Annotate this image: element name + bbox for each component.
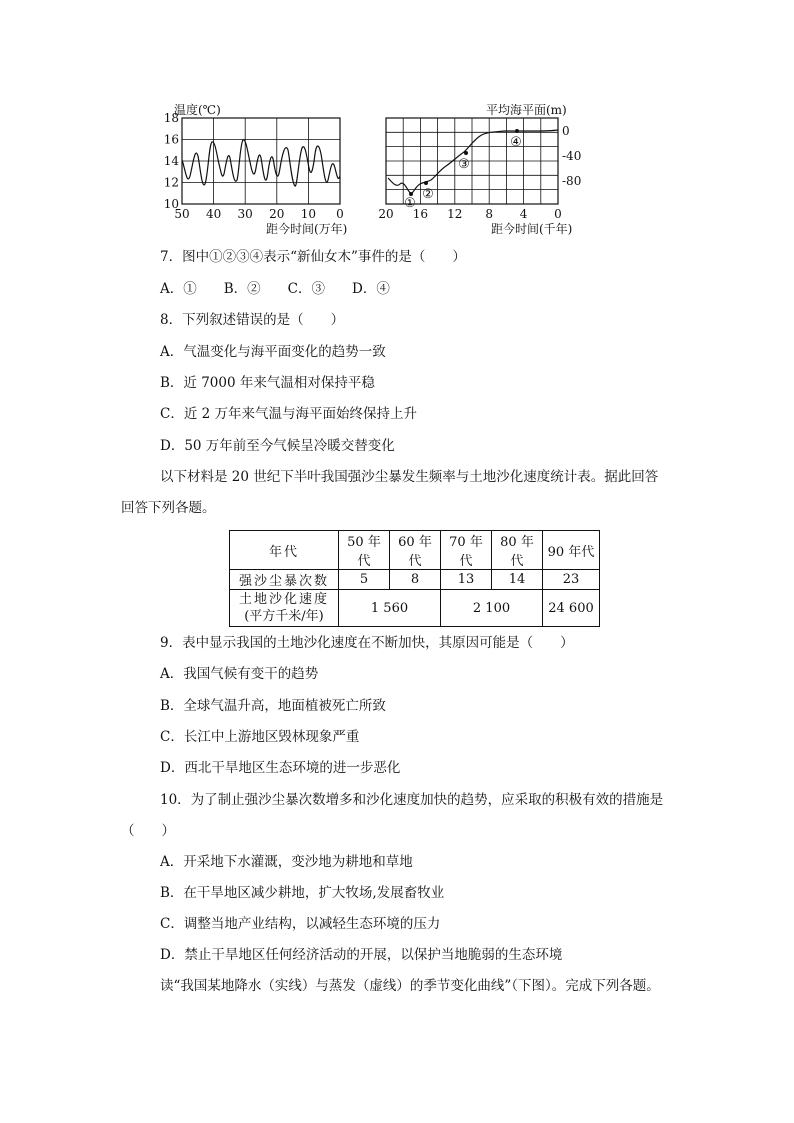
cell-sandstorm-90s: 23	[543, 570, 600, 590]
temperature-xlabel: 距今时间(万年)	[266, 222, 348, 236]
sea-level-curve	[388, 130, 558, 194]
row-label-desertification-a: 土地沙化速度	[238, 592, 329, 607]
q7-options: A．① B．② C．③ D．④	[160, 281, 390, 297]
q8-option-b: B．近 7000 年来气温相对保持平稳	[160, 375, 375, 391]
ytick-10: 10	[163, 197, 179, 211]
marker-4: ④	[510, 135, 522, 150]
ytick-80: -80	[562, 174, 582, 188]
marker-2: ②	[422, 187, 434, 202]
marker-3: ③	[458, 157, 470, 172]
cell-desert-90s: 24 600	[543, 590, 600, 627]
row-label-sandstorms: 强沙尘暴次数	[230, 570, 339, 590]
ytick-40: -40	[562, 149, 582, 163]
table-intro-line1: 以下材料是 20 世纪下半叶我国强沙尘暴发生频率与土地沙化速度统计表。据此回答	[160, 469, 659, 485]
xtick-0b: 0	[554, 207, 562, 221]
header-60s: 60 年代	[390, 531, 441, 570]
q10-option-c: C．调整当地产业结构，以减轻生态环境的压力	[160, 916, 441, 932]
temperature-curve	[182, 140, 340, 186]
table-row-desertification	[230, 590, 600, 627]
q9-stem: 9．表中显示我国的土地沙化速度在不断加快，其原因可能是（ ）	[160, 635, 574, 651]
q9-option-b: B．全球气温升高，地面植被死亡所致	[160, 698, 386, 714]
cell-sandstorm-70s: 13	[441, 570, 492, 590]
q9-option-a: A．我国气候有变干的趋势	[160, 666, 319, 682]
xtick-30: 30	[237, 207, 253, 221]
ytick-16: 16	[163, 132, 179, 147]
q10-option-b: B．在干旱地区减少耕地，扩大牧场,发展畜牧业	[160, 885, 445, 901]
q7-stem: 7．图中①②③④表示“新仙女木”事件的是（ ）	[160, 249, 466, 265]
sea-level-chart	[374, 98, 599, 240]
ytick-12: 12	[163, 175, 179, 190]
sandstorm-table	[229, 530, 600, 627]
xtick-40: 40	[205, 207, 222, 221]
header-90s: 90 年代	[543, 531, 600, 570]
temperature-ylabel: 温度(℃)	[174, 103, 221, 117]
sea-level-point-3	[464, 151, 468, 155]
cell-desert-70-80s: 2 100	[441, 590, 543, 627]
marker-1: ①	[404, 196, 416, 211]
q10-stem: 10．为了制止强沙尘暴次数增多和沙化速度加快的趋势，应采取的积极有效的措施是	[160, 792, 664, 808]
cell-desert-50-60s: 1 560	[339, 590, 441, 627]
sea-level-xlabel: 距今时间(千年)	[491, 222, 573, 236]
q8-option-c: C．近 2 万年来气温与海平面始终保持上升	[160, 406, 418, 422]
xtick-8: 8	[485, 207, 494, 221]
temperature-chart	[160, 98, 360, 238]
ytick-18: 18	[163, 111, 179, 125]
q10-option-a: A．开采地下水灌溉，变沙地为耕地和草地	[160, 854, 413, 870]
cell-sandstorm-60s: 8	[390, 570, 441, 590]
xtick-0: 0	[336, 207, 344, 221]
cell-sandstorm-50s: 5	[339, 570, 390, 590]
header-era: 年代	[230, 531, 339, 570]
sea-level-ylabel: 平均海平面(m)	[486, 103, 567, 117]
header-50s: 50 年代	[339, 531, 390, 570]
temperature-yticks	[164, 111, 180, 211]
figure-intro: 读“我国某地降水（实线）与蒸发（虚线）的季节变化曲线”（下图）。完成下列各题。	[160, 978, 660, 994]
table-intro-line2: 回答下列各题。	[121, 500, 216, 516]
q8-option-d: D．50 万年前至今气候呈冷暖交替变化	[160, 438, 395, 454]
q8-stem: 8．下列叙述错误的是（ ）	[160, 312, 345, 328]
q8-option-a: A．气温变化与海平面变化的趋势一致	[160, 344, 386, 360]
sea-level-yticks	[562, 124, 581, 188]
header-80s: 80 年代	[492, 531, 543, 570]
ytick-14: 14	[163, 154, 179, 168]
row-label-desertification-b: (平方千米/年)	[244, 609, 324, 624]
sea-level-point-4	[515, 129, 519, 133]
table-header-row	[230, 531, 600, 570]
header-70s: 70 年代	[441, 531, 492, 570]
q10-option-d: D．禁止干旱地区任何经济活动的开展，以保护当地脆弱的生态环境	[160, 947, 563, 963]
table-row-sandstorms	[230, 570, 600, 590]
row-label-desertification	[230, 590, 339, 627]
xtick-10: 10	[300, 207, 317, 221]
xtick-16: 16	[412, 207, 429, 221]
xtick-4: 4	[519, 207, 528, 221]
ytick-0: 0	[562, 124, 570, 138]
xtick-20: 20	[378, 207, 394, 221]
q10-stem-cont: （ ）	[121, 823, 175, 839]
cell-sandstorm-80s: 14	[492, 570, 543, 590]
q9-option-c: C．长江中上游地区毁林现象严重	[160, 729, 360, 745]
temperature-xticks	[174, 207, 343, 221]
sea-level-point-2	[424, 181, 428, 185]
xtick-20: 20	[269, 207, 285, 221]
xtick-12: 12	[447, 207, 463, 221]
xtick-50: 50	[174, 207, 190, 221]
q9-option-d: D．西北干旱地区生态环境的进一步恶化	[160, 760, 401, 776]
